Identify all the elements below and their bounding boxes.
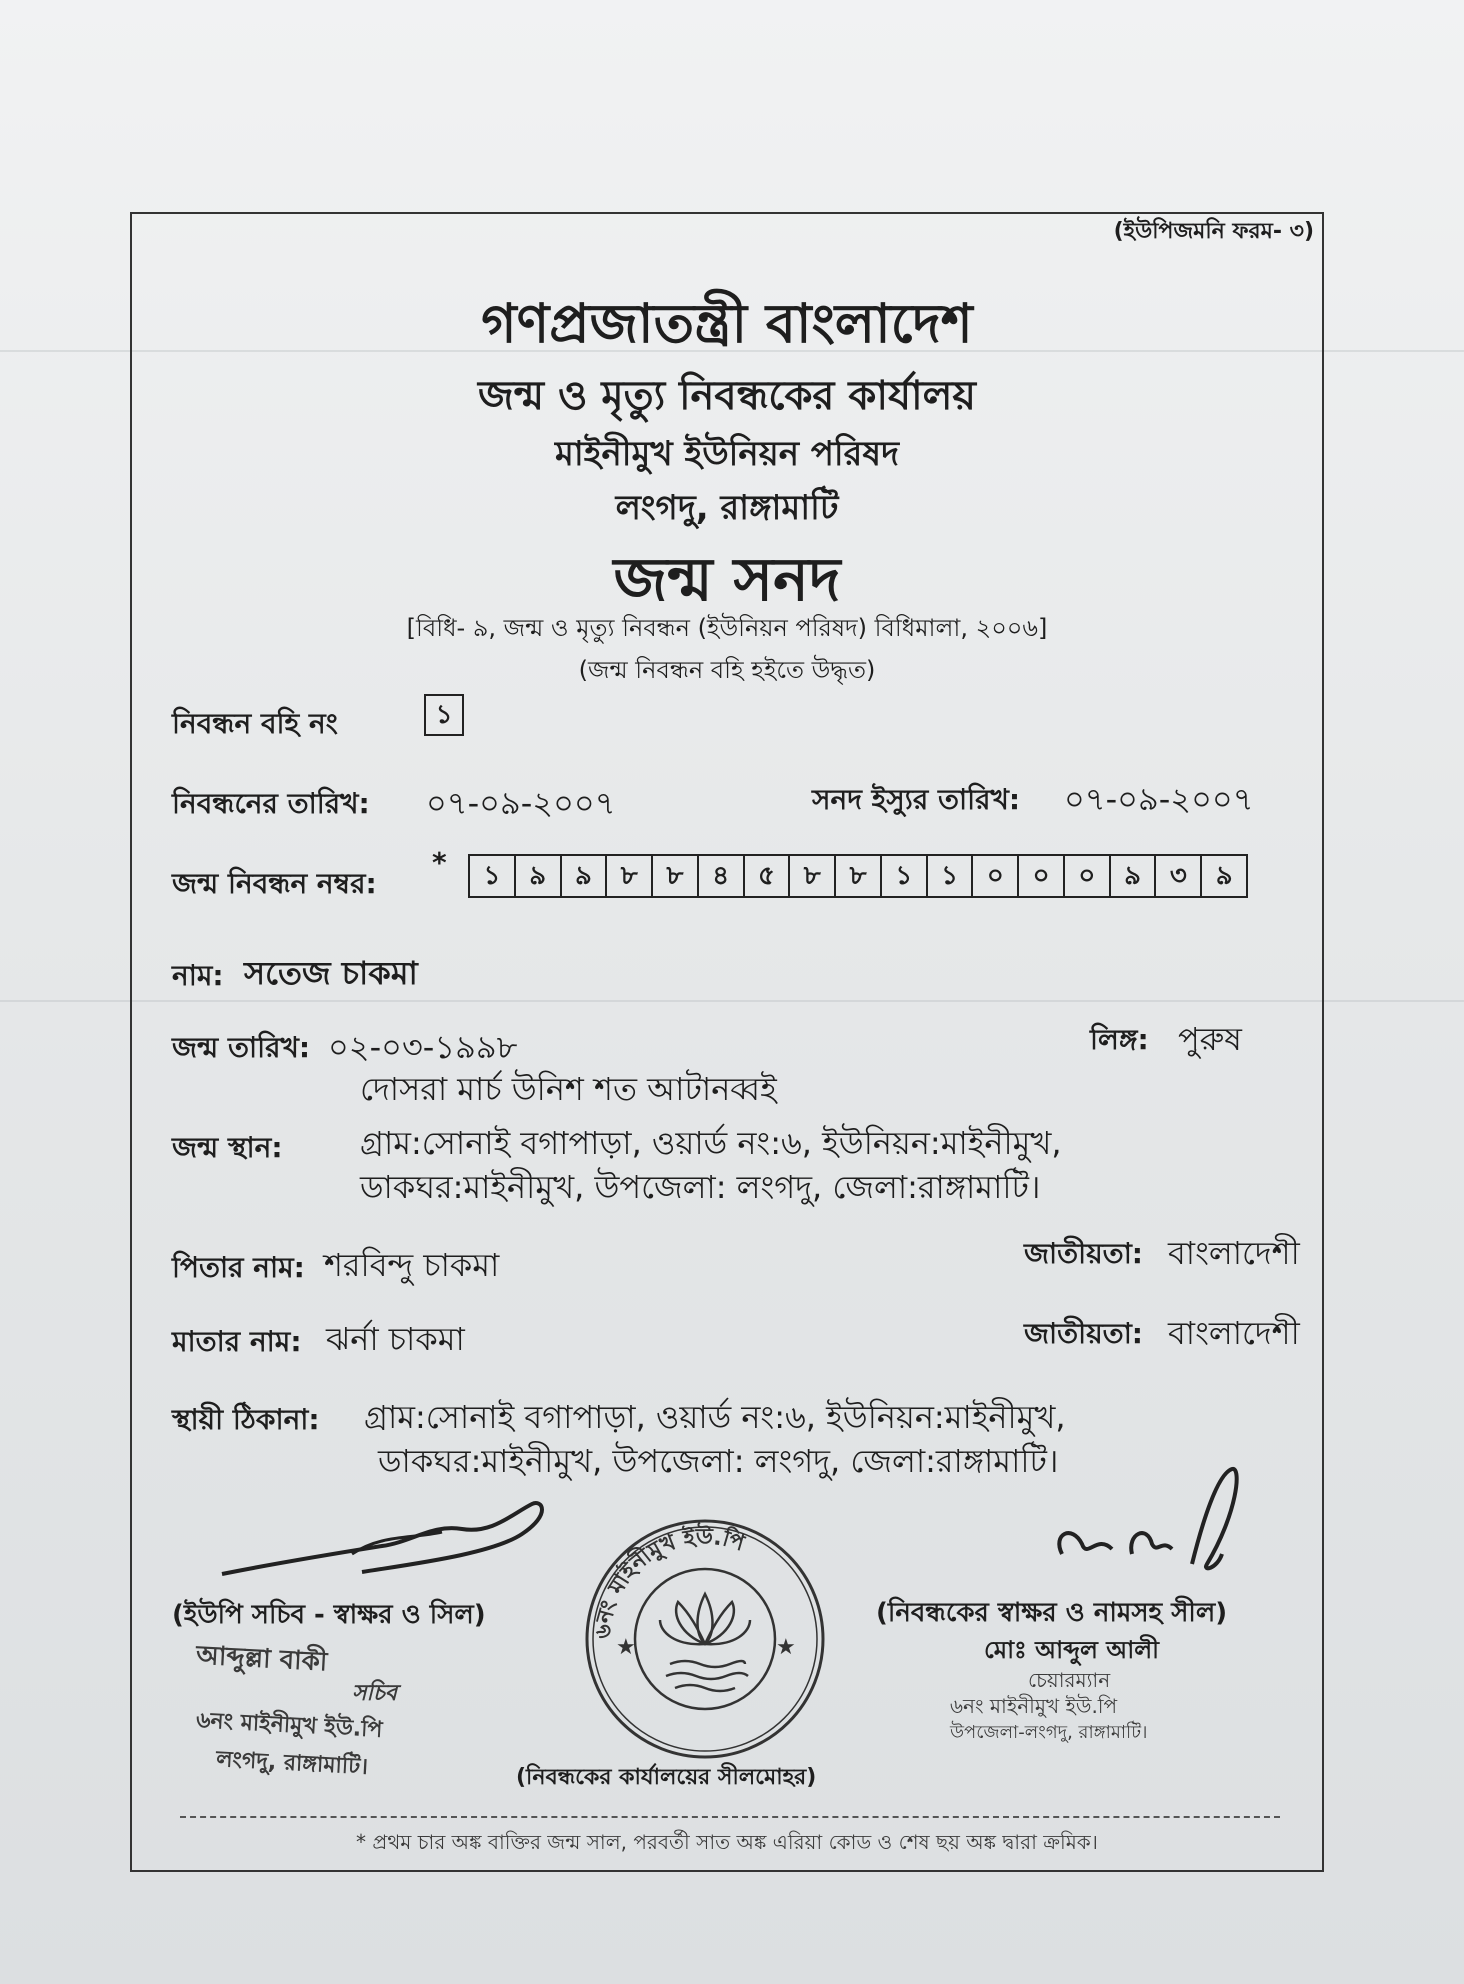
lotus-emblem-icon [660, 1594, 750, 1691]
seal-ring-text: ৬নং মাইনীমুখ ইউ.পি [590, 1524, 748, 1640]
rule-reference: [বিধি- ৯, জন্ম ও মৃত্যু নিবন্ধন (ইউনিয়ন পরিষদ) বিধিমালা, ২০০৬] [406, 614, 1048, 642]
registrar-name: মোঃ আব্দুল আলী [984, 1636, 1160, 1664]
birth-reg-number-boxes [468, 854, 1248, 898]
birthplace-line1: গ্রাম:সোনাই বগাপাড়া, ওয়ার্ড নং:৬, ইউনিয়ন:মাইনীমুখ, [360, 1124, 1062, 1162]
extract-note: (জন্ম নিবন্ধন বহি হইতে উদ্ধৃত) [578, 656, 876, 684]
name-value: সতেজ চাকমা [244, 954, 418, 992]
mother-nationality-value: বাংলাদেশী [1168, 1314, 1300, 1352]
birth-reg-digit: ৯ [1111, 856, 1157, 896]
registrar-title: চেয়ারম্যান [1028, 1668, 1111, 1692]
birth-reg-digit: ১ [928, 856, 974, 896]
birth-reg-digit: ৫ [745, 856, 791, 896]
registrar-location: উপজেলা-লংগদু, রাঙ্গামাটি। [950, 1722, 1148, 1743]
birth-reg-digit: ৯ [1215, 861, 1233, 891]
birth-reg-digit: ৮ [836, 856, 882, 896]
registrar-union: ৬নং মাইনীমুখ ইউ.পি [950, 1694, 1118, 1718]
document-title: জন্ম সনদ [613, 545, 841, 615]
mother-name-label: মাতার নাম: [172, 1325, 302, 1358]
office-seal [580, 1514, 830, 1764]
secretary-stamp-union: ৬নং মাইনীমুখ ইউ.পি [195, 1708, 384, 1743]
svg-text:★: ★ [616, 1635, 636, 1660]
birth-reg-digit: ১ [882, 856, 928, 896]
secretary-stamp-title: সচিব [352, 1681, 397, 1706]
birth-reg-digit: ৮ [607, 856, 653, 896]
dob-in-words: দোসরা মার্চ উনিশ শত আটানব্বই [360, 1070, 777, 1108]
secretary-signature [212, 1484, 572, 1594]
birth-reg-digit: ৯ [562, 856, 608, 896]
asterisk-mark: * [432, 846, 447, 879]
secretary-stamp-location: লংগদু, রাঙ্গামাটি। [215, 1747, 369, 1780]
issue-date-label: সনদ ইস্যুর তারিখ: [812, 783, 1021, 816]
permanent-address-line1: গ্রাম:সোনাই বগাপাড়া, ওয়ার্ড নং:৬, ইউনিয়ন:মাইনীমুখ, [364, 1398, 1066, 1436]
dob-value: ০২-০৩-১৯৯৮ [328, 1028, 518, 1066]
footnote: * প্রথম চার অঙ্ক বাক্তির জন্ম সাল, পরবর্তী সাত অঙ্ক এরিয়া কোড ও শেষ ছয় অঙ্ক দ্বারা ক্রমিক। [356, 1830, 1098, 1854]
form-number: (ইউপিজমনি ফরম- ৩) [1113, 219, 1314, 244]
mother-nationality-label: জাতীয়তা: [1024, 1317, 1144, 1350]
birth-reg-digit: ৪ [699, 856, 745, 896]
birth-reg-digit: ০ [973, 856, 1019, 896]
dob-label: জন্ম তারিখ: [172, 1031, 311, 1064]
register-book-label: নিবন্ধন বহি নং [172, 707, 338, 740]
footnote-divider [180, 1816, 1280, 1818]
svg-text:★: ★ [776, 1635, 796, 1660]
birthplace-label: জন্ম স্থান: [172, 1131, 283, 1164]
birth-reg-digit: ৯ [516, 856, 562, 896]
permanent-address-label: স্থায়ী ঠিকানা: [172, 1403, 320, 1436]
father-nationality-label: জাতীয়তা: [1024, 1237, 1144, 1270]
name-label: নাম: [172, 959, 224, 992]
registration-date-value: ০৭-০৯-২০০৭ [426, 784, 616, 822]
birthplace-line2: ডাকঘর:মাইনীমুখ, উপজেলা: লংগদু, জেলা:রাঙ্গামাটি। [360, 1168, 1041, 1206]
father-nationality-value: বাংলাদেশী [1168, 1234, 1300, 1272]
registration-date-label: নিবন্ধনের তারিখ: [172, 787, 370, 820]
birth-reg-digit: ০ [1019, 856, 1065, 896]
mother-name-value: ঝর্না চাকমা [326, 1320, 465, 1358]
gender-label: লিঙ্গ: [1090, 1023, 1149, 1056]
birth-reg-number-label: জন্ম নিবন্ধন নম্বর: [172, 867, 377, 900]
country-title: গণপ্রজাতন্ত্রী বাংলাদেশ [481, 292, 973, 355]
secretary-signature-label: (ইউপি সচিব - স্বাক্ষর ও সিল) [172, 1600, 486, 1630]
office-title: জন্ম ও মৃত্যু নিবন্ধকের কার্যালয় [478, 373, 976, 419]
birth-reg-digit: ৩ [1156, 856, 1202, 896]
register-book-number: ১ [424, 694, 464, 736]
birth-reg-digit: ৮ [790, 856, 836, 896]
seal-caption: (নিবন্ধকের কার্যালয়ের সীলমোহর) [516, 1765, 817, 1790]
birth-reg-digit: ৮ [653, 856, 699, 896]
registrar-signature-label: (নিবন্ধকের স্বাক্ষর ও নামসহ সীল) [876, 1598, 1228, 1628]
birth-reg-digit: ১ [470, 856, 516, 896]
union-title: মাইনীমুখ ইউনিয়ন পরিষদ [555, 434, 899, 474]
father-name-label: পিতার নাম: [172, 1251, 305, 1284]
gender-value: পুরুষ [1178, 1020, 1242, 1058]
registrar-signature [1042, 1454, 1262, 1594]
svg-text:৬নং মাইনীমুখ ইউ.পি [591, 1522, 749, 1640]
birth-reg-digit: ০ [1065, 856, 1111, 896]
secretary-stamp-name: আব্দুল্লা বাকী [195, 1640, 329, 1678]
issue-date-value: ০৭-০৯-২০০৭ [1064, 780, 1254, 818]
location-title: লংগদু, রাঙ্গামাটি [615, 488, 839, 528]
permanent-address-line2: ডাকঘর:মাইনীমুখ, উপজেলা: লংগদু, জেলা:রাঙ্গামাটি। [378, 1442, 1059, 1480]
birth-certificate-form [130, 212, 1324, 1872]
father-name-value: শরবিন্দু চাকমা [324, 1246, 500, 1284]
